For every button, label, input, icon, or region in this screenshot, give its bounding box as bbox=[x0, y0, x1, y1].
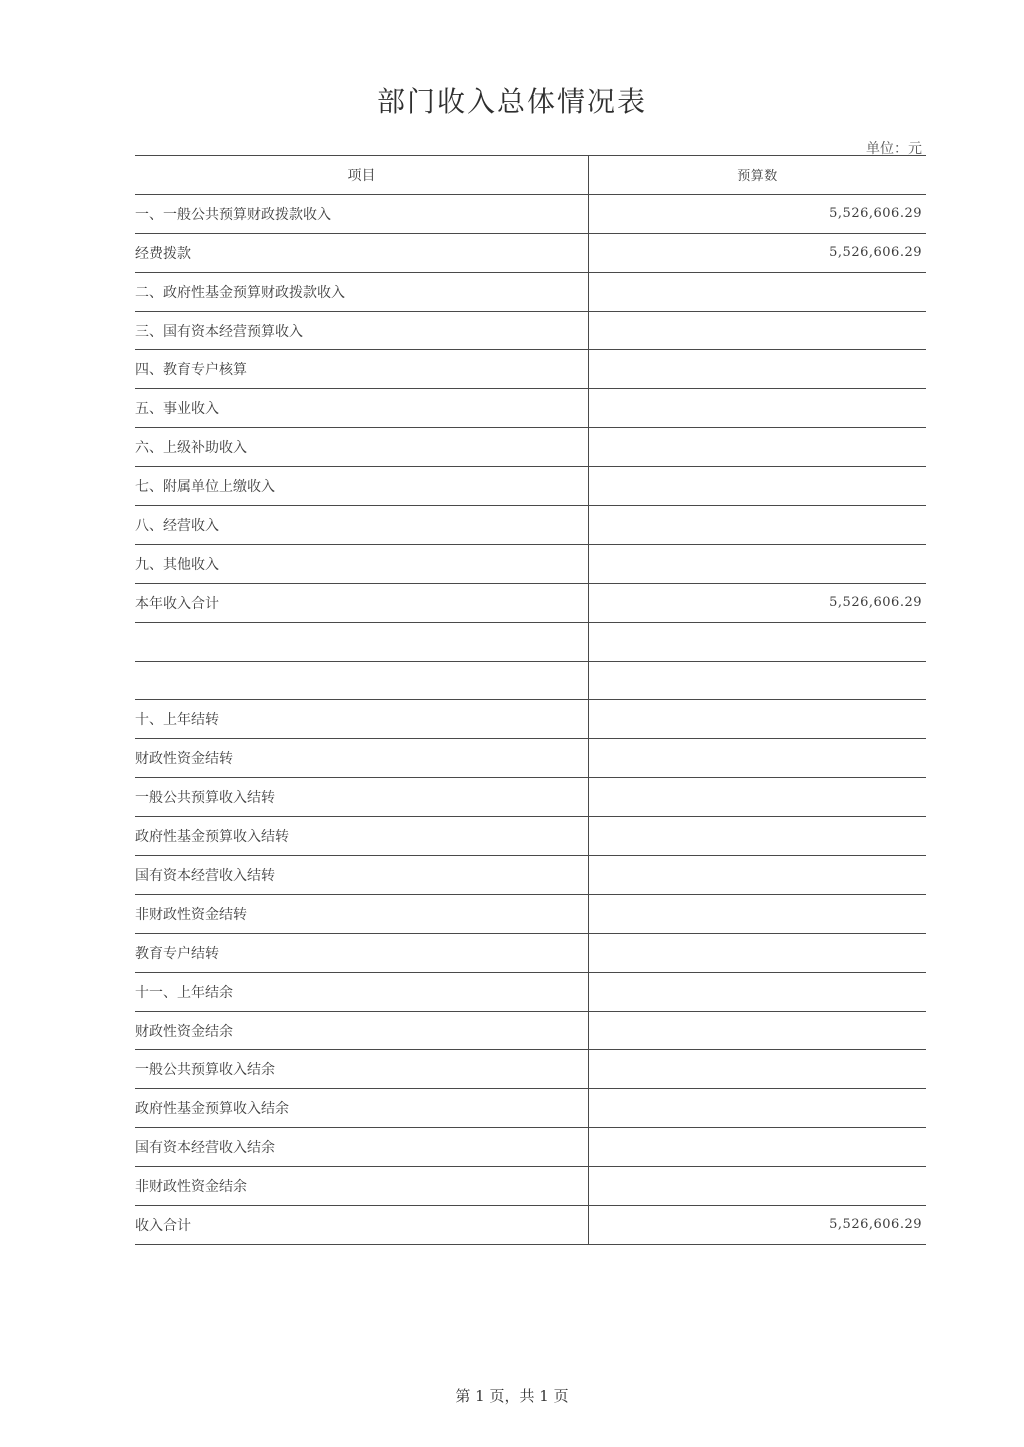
header-item: 项目 bbox=[135, 156, 589, 195]
row-item-label: 财政性资金结转 bbox=[135, 739, 589, 778]
row-item-label: 收入合计 bbox=[135, 1206, 589, 1245]
row-item-label: 教育专户结转 bbox=[135, 933, 589, 972]
row-item-label: 五、事业收入 bbox=[135, 389, 589, 428]
row-item-label bbox=[135, 661, 589, 700]
table-row bbox=[135, 544, 926, 583]
header-amount: 预算数 bbox=[589, 156, 927, 195]
row-item-label: 一、一般公共预算财政拨款收入 bbox=[135, 194, 589, 233]
row-amount-value: 5,526,606.29 bbox=[589, 583, 927, 622]
table-row bbox=[135, 1206, 926, 1245]
row-amount-value bbox=[589, 311, 927, 350]
page-title: 部门收入总体情况表 bbox=[376, 85, 647, 118]
row-amount-value bbox=[589, 1011, 927, 1050]
row-amount-value bbox=[589, 894, 927, 933]
row-amount-value bbox=[589, 739, 927, 778]
table-row bbox=[135, 933, 926, 972]
row-amount-value bbox=[589, 817, 927, 856]
table-row bbox=[135, 817, 926, 856]
row-item-label: 二、政府性基金预算财政拨款收入 bbox=[135, 272, 589, 311]
row-amount-value bbox=[589, 544, 927, 583]
table-row bbox=[135, 1167, 926, 1206]
row-amount-value bbox=[589, 856, 927, 895]
table-row bbox=[135, 1011, 926, 1050]
table-row bbox=[135, 350, 926, 389]
table-row bbox=[135, 272, 926, 311]
row-item-label: 一般公共预算收入结转 bbox=[135, 778, 589, 817]
row-amount-value bbox=[589, 972, 927, 1011]
table-row bbox=[135, 622, 926, 661]
row-item-label: 经费拨款 bbox=[135, 233, 589, 272]
row-item-label: 非财政性资金结转 bbox=[135, 894, 589, 933]
row-item-label: 非财政性资金结余 bbox=[135, 1167, 589, 1206]
row-item-label: 国有资本经营收入结余 bbox=[135, 1128, 589, 1167]
row-item-label: 三、国有资本经营预算收入 bbox=[135, 311, 589, 350]
row-amount-value: 5,526,606.29 bbox=[589, 1206, 927, 1245]
row-item-label: 本年收入合计 bbox=[135, 583, 589, 622]
row-amount-value bbox=[589, 1050, 927, 1089]
row-amount-value bbox=[589, 622, 927, 661]
table-row bbox=[135, 194, 926, 233]
row-amount-value bbox=[589, 467, 927, 506]
row-item-label: 政府性基金预算收入结转 bbox=[135, 817, 589, 856]
row-amount-value bbox=[589, 350, 927, 389]
table-body bbox=[135, 194, 926, 1244]
table-row bbox=[135, 661, 926, 700]
row-item-label: 国有资本经营收入结转 bbox=[135, 856, 589, 895]
row-amount-value bbox=[589, 661, 927, 700]
row-amount-value: 5,526,606.29 bbox=[589, 194, 927, 233]
row-amount-value: 5,526,606.29 bbox=[589, 233, 927, 272]
table-row bbox=[135, 389, 926, 428]
row-item-label: 七、附属单位上缴收入 bbox=[135, 467, 589, 506]
table-row bbox=[135, 1128, 926, 1167]
row-amount-value bbox=[589, 272, 927, 311]
table-row bbox=[135, 428, 926, 467]
row-item-label: 一般公共预算收入结余 bbox=[135, 1050, 589, 1089]
table-row bbox=[135, 856, 926, 895]
table-row bbox=[135, 778, 926, 817]
table-row bbox=[135, 467, 926, 506]
row-item-label: 九、其他收入 bbox=[135, 544, 589, 583]
table-row bbox=[135, 311, 926, 350]
row-item-label: 六、上级补助收入 bbox=[135, 428, 589, 467]
row-item-label: 政府性基金预算收入结余 bbox=[135, 1089, 589, 1128]
row-amount-value bbox=[589, 700, 927, 739]
row-item-label: 八、经营收入 bbox=[135, 506, 589, 545]
table-row bbox=[135, 894, 926, 933]
unit-label: 单位：元 bbox=[866, 141, 922, 157]
row-item-label: 财政性资金结余 bbox=[135, 1011, 589, 1050]
table-row bbox=[135, 233, 926, 272]
table-row bbox=[135, 1089, 926, 1128]
row-item-label: 十、上年结转 bbox=[135, 700, 589, 739]
table-row bbox=[135, 972, 926, 1011]
row-amount-value bbox=[589, 778, 927, 817]
table-header-row bbox=[135, 156, 926, 195]
table-row bbox=[135, 583, 926, 622]
row-amount-value bbox=[589, 506, 927, 545]
table-row bbox=[135, 739, 926, 778]
row-item-label: 四、教育专户核算 bbox=[135, 350, 589, 389]
row-amount-value bbox=[589, 1167, 927, 1206]
row-item-label: 十一、上年结余 bbox=[135, 972, 589, 1011]
income-table bbox=[135, 155, 926, 1245]
table-row bbox=[135, 700, 926, 739]
page-footer: 第 1 页，共 1 页 bbox=[455, 1387, 569, 1405]
row-amount-value bbox=[589, 389, 927, 428]
table-row bbox=[135, 1050, 926, 1089]
row-amount-value bbox=[589, 1089, 927, 1128]
row-item-label bbox=[135, 622, 589, 661]
table-row bbox=[135, 506, 926, 545]
row-amount-value bbox=[589, 933, 927, 972]
row-amount-value bbox=[589, 1128, 927, 1167]
row-amount-value bbox=[589, 428, 927, 467]
